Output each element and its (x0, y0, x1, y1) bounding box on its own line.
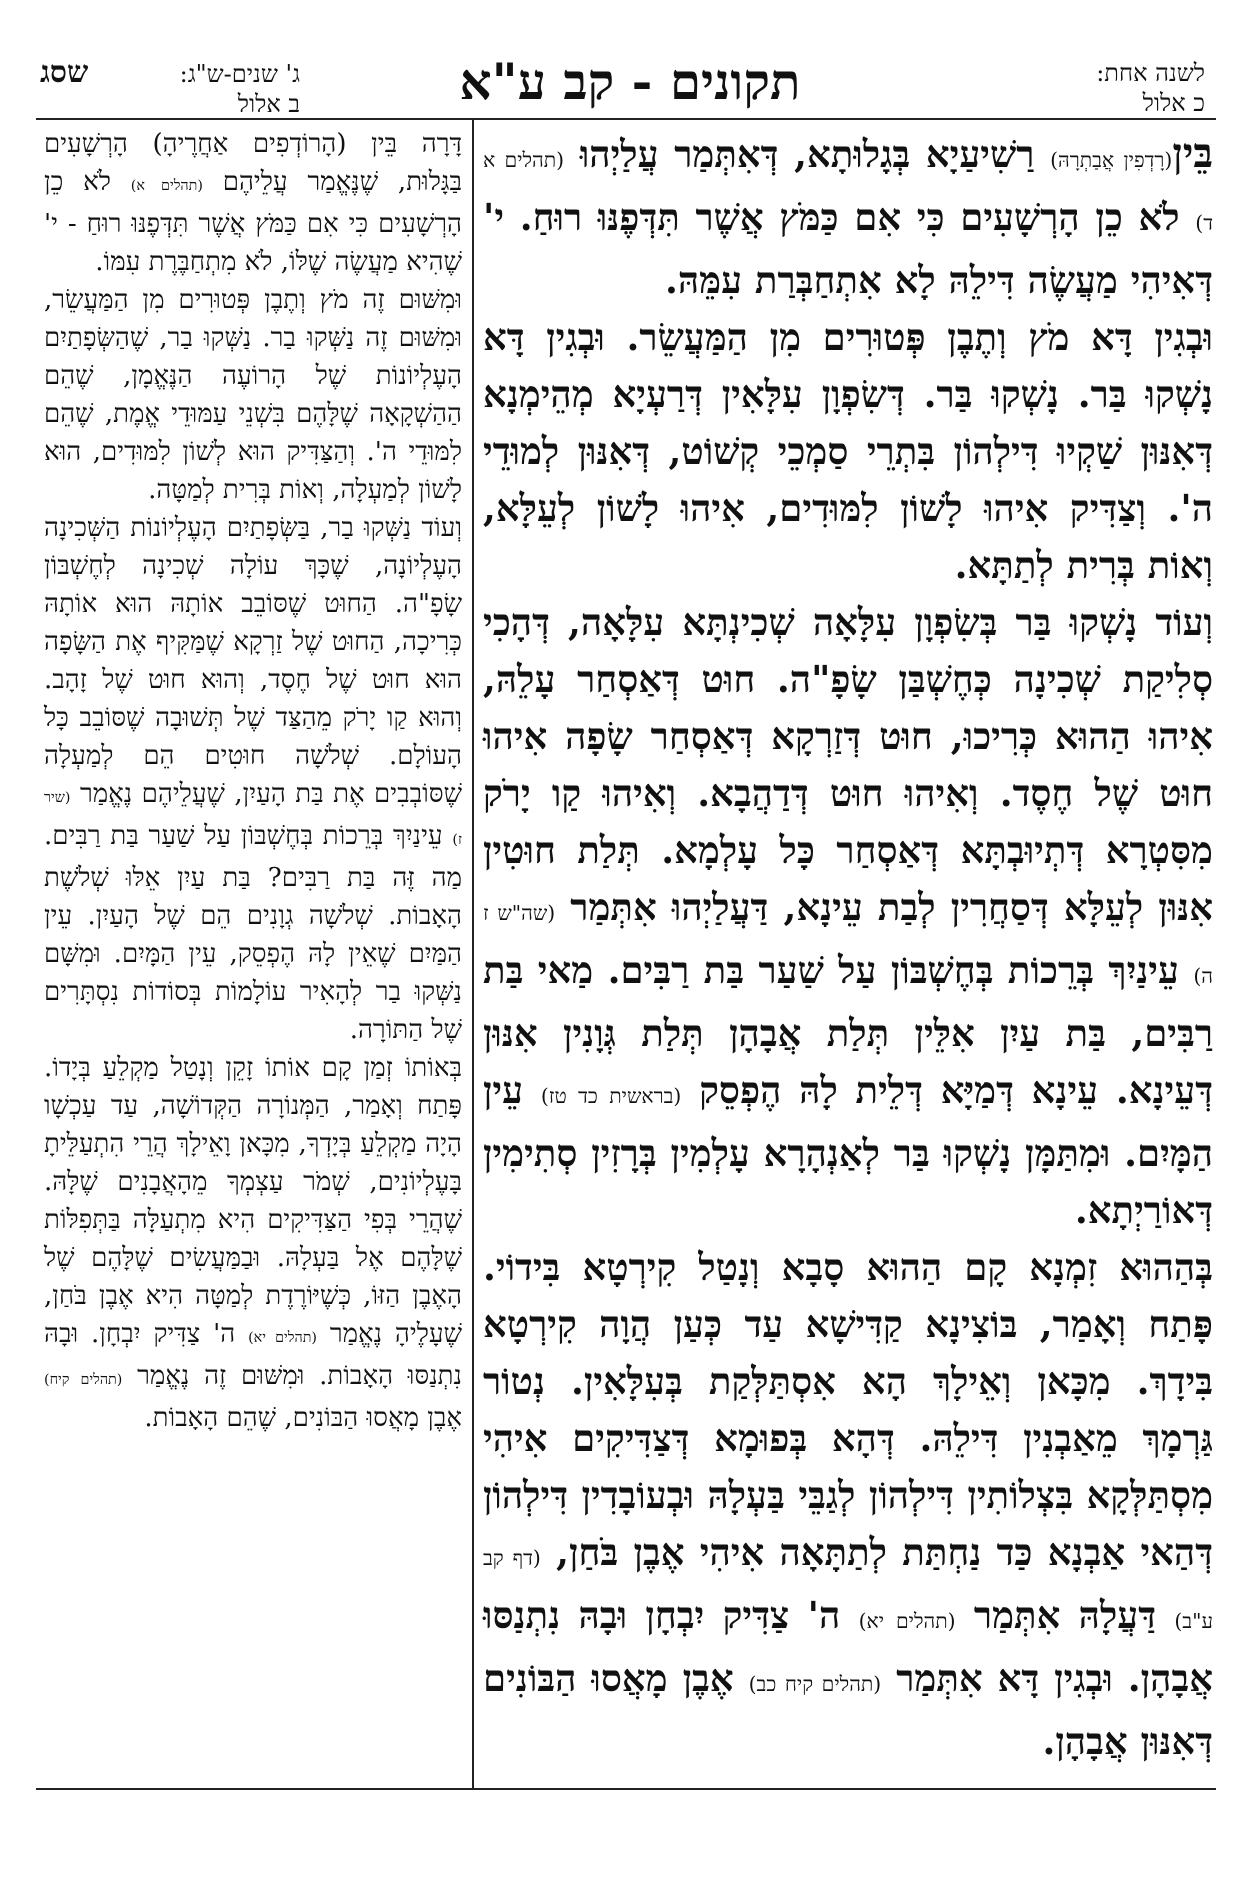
side-paragraph-4 (44, 1049, 462, 1437)
side-p3-citation: (שיר ז) (44, 790, 462, 848)
side-p4-text-3: אֶבֶן מָאֲסוּ הַבּוֹנִים, שֶׁהֵם הָאָבוֹת. (144, 1403, 462, 1433)
side-p1-text: דָּרָה בֵּין (הָרוֹדְפִים אַחֲרֶיהָ) הָרְשָׁעִים בַּגָּלוּת, שֶׁנֶּאֱמַר עֲלֵיהֶם (44, 129, 462, 197)
side-p4-citation-1: (תהלים יא) (248, 1330, 317, 1346)
main-paragraph-4 (483, 1239, 1213, 1770)
main-column-aramaic (483, 125, 1213, 1770)
header-three-years-label: ג' שנים-ש"ג: (179, 60, 300, 88)
main-paragraph-1 (483, 125, 1213, 309)
header-one-year-label: לשנה אחת: (1096, 59, 1205, 87)
main-p3-text-3: עֵין הַמָּיִם. וּמִתַּמָּן נָשְׁקוּ בַּר לְאַנְהָרָא עָלְמִין בְּרָזִין סְתִימִין דְּאוֹרַיְתָא. (483, 1068, 1213, 1232)
page-title: תקונים - קב ע"א (459, 52, 801, 111)
main-p3-text: וְעוֹד נָשְׁקוּ בַּר בְּשִׂפְוָן עִלָּאָה שְׁכִינְתָּא עִלָּאָה, דְּהָכִי סְלִיקַת שְׁכִינָה כְּחֶשְׁבַּן שָׂפָ"ה. חוּט דְּאַסְחַר עָלֵהּ, אִיהוּ הַהוּא כְּרִיכוּ, חוּט דְּזַרְקָא דְּאַסְחַר שָׂפָה אִיהוּ חוּט שֶׁל חֶסֶד. וְאִיהוּ חוּט דְּדַהֲבָא. וְאִיהוּ קַו יָרֹק מִסִּטְרָא דְּתְיוּבְתָּא דְּאַסְחַר כָּל עָלְמָא. תְּלַת חוּטִין אִנּוּן לְעֵלָּא דְּסַחֲרִין לְבַת עֵינָא, דַּעֲלַיְהוּ אִתְּמַר (483, 600, 1213, 929)
side-p1-citation: (תהלים א) (130, 178, 203, 194)
side-p4-text-2: ה' צַדִּיק יִבְחָן. וּבָהּ נִתְנַסּוּ הָאָבוֹת. וּמִשּׁוּם זֶה נֶאֱמַר (44, 1319, 462, 1391)
main-p4-text: בְּהַהוּא זִמְנָא קָם הַהוּא סָבָא וְנָטַל קִירְטָא בִּידוֹי. פָּתַח וְאָמַר, בּוֹצִינָא קַדִּישָׁא עַד כְּעַן הֲוָה קִירְטָא בִּידָךְ. מִכָּאן וְאֵילָךְ הָא אִסְתַּלְּקַת בְּעִלָּאִין. נְטוֹר גַּרְמָךְ מֵאַבְנִין דִּילֵהּ. דְּהָא בְּפוּמָא דְּצַדִּיקִים אִיהִי מִסְתַּלְּקָא בִּצְלוֹתִין דִּילְהוֹן לְגַבֵּי בַּעְלָהּ וּבְעוֹבָדִין דִּילְהוֹן דְּהַאי אַבְנָא כַּד נַחְתַּת לְתַתָּאָה אִיהִי אֶבֶן בֹּחַן, (483, 1245, 1214, 1574)
main-p1-text-cont: לֹא כֵן הָרְשָׁעִים כִּי אִם כַּמֹּץ אֲשֶׁר תִּדְּפֶנּוּ רוּחַ. י' דְּאִיהִי מַעֲשֶׂה דִּילֵהּ לָא אִתְחַבְּרַת עִמֵּהּ. (483, 195, 1213, 302)
side-p1-text-2: לֹא כֵן הָרְשָׁעִים כִּי אִם כַּמֹּץ אֲשֶׁר תִּדְּפֶנּוּ רוּחַ - י' שֶׁהִיא מַעֲשֶׂה שֶׁלּוֹ, לֹא מִתְחַבֶּרֶת עִמּוֹ. (44, 167, 462, 277)
footer-divider (36, 1788, 1216, 1790)
main-p4-citation-1: (דף קב ע"ב) (483, 1546, 1213, 1633)
main-p1-gloss: (רָדְפִין אֲבַתְרָהּ) (1050, 148, 1173, 172)
main-p4-text-3: ה' צַדִּיק יִבְחָן וּבָהּ נִתְנַסּוּ אֲבָהָן. וּבְגִין דָּא אִתְּמַר (483, 1593, 1213, 1700)
header-divider (36, 118, 1216, 120)
side-paragraph-2: וּמִשּׁוּם זֶה מֹץ וְתֶבֶן פְּטוּרִים מִן הַמַּעֲשֵׂר, וּמִשּׁוּם זֶה נַשְּׁקוּ בַר. נַשְּׁקוּ בַר, שֶׁהַשְּׂפָתַיִם הָעֶלְיוֹנוֹת שֶׁל הָרוֹעֶה הַנֶּאֱמָן, שֶׁהֵם הַהַשְׁקָאָה שֶׁלָּהֶם בִּשְׁנֵי עַמּוּדֵי אֱמֶת, שֶׁהֵם לִמּוּדֵי ה'. וְהַצַּדִּיק הוּא לְשׁוֹן לִמּוּדִים, הוּא לָשׁוֹן לְמַעְלָה, וְאוֹת בְּרִית לְמַטָּה. (44, 285, 462, 505)
main-p3-citation-2: (בראשית כד טז) (540, 1084, 682, 1108)
side-p4-text: בְּאוֹתוֹ זְמַן קָם אוֹתוֹ זָקֵן וְנָטַל מַקְלֵעַ בְּיָדוֹ. פָּתַח וְאָמַר, הַמְּנוֹרָה הַקְּדוֹשָׁה, עַד עַכְשָׁו הָיָה מַקְלֵעַ בְּיָדְךָ, מִכָּאן וָאֵילָךְ הֲרֵי הִתְעַלֵּיתָ בָּעֶלְיוֹנִים, שְׁמֹר עַצְמְךָ מֵהָאֲבָנִים שֶׁלָּהּ. שֶׁהֲרֵי בְּפִי הַצַּדִּיקִים הִיא מִתְעַלָּה בַּתְּפִלּוֹת שֶׁלָּהֶם אֶל בַּעְלָהּ. וּבַמַּעֲשִׂים שֶׁלָּהֶם שֶׁל הָאֶבֶן הַזּוֹ, כְּשֶׁיּוֹרֶדֶת לְמַטָּה הִיא אֶבֶן בֹּחַן, שֶׁעָלֶיהָ נֶאֱמַר (44, 1053, 462, 1349)
side-p4-citation-2: (תהלים קיח) (44, 1372, 123, 1388)
main-paragraph-3 (483, 594, 1213, 1239)
side-column-hebrew (44, 125, 462, 1437)
main-paragraph-2: וּבְגִין דָּא מֹץ וְתֶבֶן פְּטוּרִים מִן הַמַּעֲשֵׂר. וּבְגִין דָּא נָשְׁקוּ בַּר. נָשְׁקוּ בַּר. דְּשִׂפְוָן עִלָּאִין דְּרַעְיָא מְהֵימְנָא דְּאִנּוּן שַׁקְיוּ דִּילְהוֹן בִּתְרֵי סַמְכֵי קְשׁוֹט, דְּאִנּוּן לְמוּדֵי ה'. וְצַדִּיק אִיהוּ לָשׁוֹן לִמּוּדִים, אִיהוּ לָשׁוֹן לְעֵלָּא, וְאוֹת בְּרִית לְתַתָּא. (483, 315, 1213, 587)
column-divider (472, 118, 474, 1788)
main-p3-citation-1: (שה"ש ז ה) (483, 901, 1213, 988)
header-schedule-one-year (995, 58, 1205, 118)
main-p1-text: רַשִׁיעַיָא בְּגָלוּתָא, דְּאִתְּמַר עֲלַיְהוּ (564, 132, 1051, 176)
side-paragraph-3 (44, 509, 462, 1049)
side-p3-text: וְעוֹד נַשְּׁקוּ בַר, בַּשְּׂפָתַיִם הָעֶלְיוֹנוֹת הַשְּׁכִינָה הָעֶלְיוֹנָה, שֶׁכָּךְ עוֹלָה שְׁכִינָה לְחֶשְׁבּוֹן שָׂפָ"ה. הַחוּט שֶׁסּוֹבֵב אוֹתָהּ הוּא אוֹתָהּ כְּרִיכָה, הַחוּט שֶׁל זַרְקָא שֶׁמַּקִּיף אֶת הַשָּׂפָה הוּא חוּט שֶׁל חֶסֶד, וְהוּא חוּט שֶׁל זָהָב. וְהוּא קַו יָרֹק מֵהַצַּד שֶׁל תְּשׁוּבָה שֶׁסּוֹבֵב כָּל הָעוֹלָם. שְׁלֹשָׁה חוּטִים הֵם לְמַעְלָה שֶׁסּוֹבְבִים אֶת בַּת הָעַיִן, שֶׁעֲלֵיהֶם נֶאֱמַר (44, 513, 462, 809)
header-schedule-three-years (40, 55, 300, 119)
main-p1-citation: (תהלים א ד) (483, 148, 1213, 235)
page-number: שסג (40, 55, 89, 90)
main-p3-text-2: עֵינַיִךְ בְּרֵכוֹת בְּחֶשְׁבּוֹן עַל שַׁעַר בַּת רַבִּים. מַאי בַּת רַבִּים, בַּת עַיִן אִלֵּין תְּלַת אֲבָהָן תְּלַת גְּוָנִין אִנּוּן דְּעֵינָא. עֵינָא דְּמַיָּא דְּלֵית לָהּ הֶפְסֵק (483, 948, 1213, 1112)
side-paragraph-1 (44, 125, 462, 281)
main-p4-text-2: דַּעֲלָהּ אִתְּמַר (955, 1593, 1175, 1637)
header-three-years-date: ב אלול (237, 90, 300, 118)
main-p4-citation-2: (תהלים יא) (858, 1609, 956, 1633)
main-p1-lead-word: בֵּין (1172, 129, 1213, 177)
main-p4-text-4: אֶבֶן מָאֲסוּ הַבּוֹנִים דְּאִנּוּן אֲבָהָן. (483, 1656, 1213, 1763)
main-p4-citation-3: (תהלים קיח כב) (748, 1672, 882, 1696)
header-one-year-date: כ אלול (1142, 89, 1205, 117)
side-p3-text-2: עֵינַיִךְ בְּרֵכוֹת בְּחֶשְׁבּוֹן עַל שַׁעַר בַּת רַבִּים. מַה זֶּה בַּת רַבִּים? בַּת עַיִן אֵלּוּ שְׁלֹשֶׁת הָאָבוֹת. שְׁלֹשָׁה גְוָנִים הֵם שֶׁל הָעַיִן. עֵין הַמַּיִם שֶׁאֵין לָהּ הֶפְסֵק, עֵין הַמָּיִם. וּמִשָּׁם נַשְּׁקוּ בַר לְהָאִיר עוֹלָמוֹת בְּסוֹדוֹת נִסְתָּרִים שֶׁל הַתּוֹרָה. (44, 821, 463, 1045)
